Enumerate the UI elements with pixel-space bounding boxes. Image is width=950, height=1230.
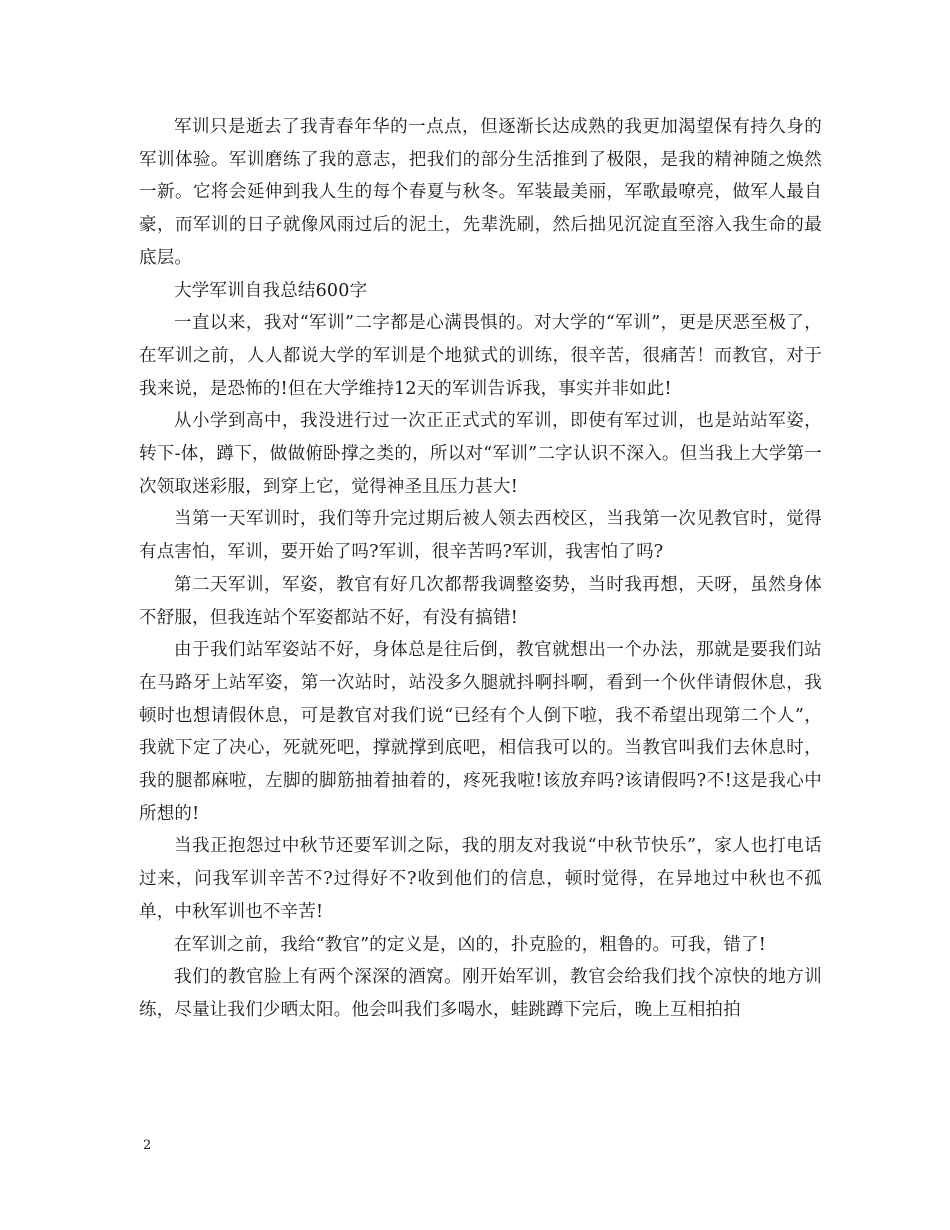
paragraph: 我们的教官脸上有两个深深的酒窝。刚开始军训，教官会给我们找个凉快的地方训练，尽量让我们少晒太阳。他会叫我们多喝水，蛙跳蹲下完后，晚上互相拍拍 [139,967,822,1020]
document-body [139,111,822,1027]
paragraph: 从小学到高中，我没进行过一次正正式式的军训，即使有军过训，也是站站军姿，转下-体，蹲下，做做俯卧撑之类的，所以对“军训”二字认识不深入。但当我上大学第一次领取迷彩服，到穿上它，觉得神圣且压力甚大! [139,411,822,497]
paragraph: 由于我们站军姿站不好，身体总是往后倒，教官就想出一个办法，那就是要我们站在马路牙上站军姿，第一次站时，站没多久腿就抖啊抖啊，看到一个伙伴请假休息，我顿时也想请假休息，可是教官对我们说“已经有个人倒下啦，我不希望出现第二个人”，我就下定了决心，死就死吧，撑就撑到底吧，相信我可以的。当教官叫我们去休息时，我的腿都麻啦，左脚的脚筋抽着抽着的，疼死我啦!该放弃吗?该请假吗?不!这是我心中所想的! [139,640,822,824]
paragraph: 军训只是逝去了我青春年华的一点点，但逐渐长达成熟的我更加渴望保有持久身的军训体验。军训磨练了我的意志，把我们的部分生活推到了极限，是我的精神随之焕然一新。它将会延伸到我人生的每个春夏与秋冬。军装最美丽，军歌最嘹亮，做军人最自豪，而军训的日子就像风雨过后的泥土，先辈洗刷，然后拙见沉淀直至溶入我生命的最底层。 [139,117,822,268]
paragraph: 当第一天军训时，我们等升完过期后被人领去西校区，当我第一次见教官时，觉得有点害怕，军训，要开始了吗?军训，很辛苦吗?军训，我害怕了吗? [139,509,822,563]
paragraph: 第二天军训，军姿，教官有好几次都帮我调整姿势，当时我再想，天呀，虽然身体不舒服，但我连站个军姿都站不好，有没有搞错! [139,574,822,628]
page-number: 2 [143,1138,152,1153]
section-heading: 大学军训自我总结600字 [174,280,368,301]
paragraph: 在军训之前，我给“教官”的定义是，凶的，扑克脸的，粗鲁的。可我，错了! [174,934,766,955]
paragraph: 一直以来，我对“军训”二字都是心满畏惧的。对大学的“军训”，更是厌恶至极了，在军训之前，人人都说大学的军训是个地狱式的训练，很辛苦，很痛苦！而教官，对于我来说，是恐怖的!但在大学维持12天的军训告诉我，事实并非如此! [139,313,822,399]
paragraph: 当我正抱怨过中秋节还要军训之际，我的朋友对我说“中秋节快乐”，家人也打电话过来，问我军训辛苦不?过得好不?收到他们的信息，顿时觉得，在异地过中秋也不孤单，中秋军训也不辛苦! [139,836,822,922]
